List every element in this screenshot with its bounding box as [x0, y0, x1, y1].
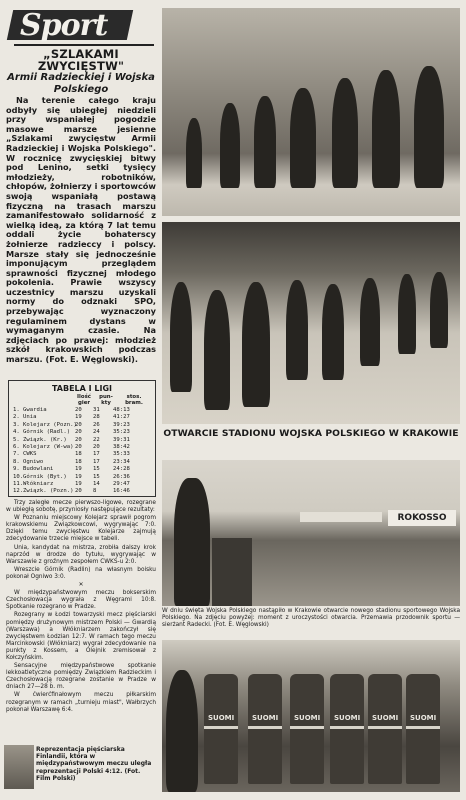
- table-team: Kolejarz (Pozn.): [23, 421, 77, 428]
- marcher-figure: [204, 290, 230, 410]
- stadium-sign: ROKOSSO: [388, 510, 456, 526]
- table-team: Górnik (Radl.): [23, 429, 71, 436]
- stadium-photo: [162, 460, 460, 606]
- march-photo-top: [162, 8, 460, 216]
- marcher-figure: [332, 78, 358, 188]
- podium: [212, 538, 252, 606]
- table-rank: 11.: [13, 480, 24, 487]
- table-points: 22: [93, 436, 100, 443]
- team-member-figure: [204, 674, 238, 784]
- stadium-banner: [300, 512, 382, 522]
- finland-caption: [36, 746, 156, 782]
- match-report: [6, 500, 156, 715]
- boxing-team-photo: [162, 640, 460, 792]
- table-rank: 4.: [13, 429, 20, 436]
- table-games: 20: [75, 443, 82, 450]
- league-table-rows: [13, 407, 153, 496]
- table-games: 20: [75, 421, 82, 428]
- table-points: 28: [93, 414, 100, 421]
- jersey-stripe: [248, 726, 282, 729]
- jersey-stripe: [406, 726, 440, 729]
- table-goals: 41:27: [113, 414, 130, 421]
- stadium-caption-text: W dniu święta Wojska Polskiego nastąpiło w Krakowie otwarcie nowego stadionu sportowego Wojska Polskiego. Na zdjęciu powyżej: moment z uroczystości otwarcia. Przemawia przodownik sportu — sierżant Radecki.: [162, 608, 460, 629]
- table-points: 24: [93, 429, 100, 436]
- headline-main: „SZLAKAMI ZWYCIĘSTW": [37, 47, 125, 73]
- table-points: 31: [93, 407, 100, 413]
- finland-caption-box: [4, 745, 156, 789]
- table-team: Unia: [23, 414, 37, 421]
- table-team: Związk. (Kr.): [23, 436, 67, 443]
- table-team: Gwardia: [23, 407, 47, 413]
- table-games: 19: [75, 414, 82, 421]
- report-paragraph: W międzypaństwowym meczu bokserskim Czechosłowacja wygrała z Węgrami 10:8. Spotkanie rozegrano w Pradze.: [6, 590, 156, 611]
- report-paragraph: Rozegrany w Łodzi towarzyski mecz pięściarski pomiędzy drużynowym mistrzem Polski — Gwardią (Warszawa) a Włókniarzem zakończył się zwycięstwem Łodzian 12:7. W ramach tego meczu Marcinkowski (Włókniarz) wygrał zdecydowanie na punkty z Kossem, a Olejnik zremisował z Kołczyńskim.: [6, 612, 156, 661]
- table-row: [13, 414, 153, 421]
- table-row: [13, 407, 153, 414]
- jersey-stripe: [290, 726, 324, 729]
- table-row: [13, 459, 153, 466]
- table-team: Związk. (Pozn.): [23, 488, 74, 495]
- team-member-figure: [290, 674, 324, 784]
- report-paragraph: Sensacyjne międzypaństwowe spotkanie lekkoatletyczne pomiędzy Związkiem Radzieckim i Czechosłowacją rozegrane zostanie w Pradze w dniach 27—28 b. m.: [6, 663, 156, 691]
- table-row: [13, 481, 153, 488]
- table-row: [13, 466, 153, 473]
- table-team: Włókniarz: [23, 480, 54, 487]
- marcher-figure: [170, 282, 192, 392]
- marcher-figure: [242, 282, 270, 407]
- table-games: 20: [75, 488, 82, 495]
- table-team: CWKS: [23, 451, 37, 458]
- marcher-figure: [220, 103, 240, 188]
- stadium-headline: OTWARCIE STADIONU WOJSKA POLSKIEGO W KRAKOWIE: [163, 428, 459, 439]
- report-paragraph: W Poznaniu miejscowy Kolejarz sprawił pogrom krakowskiemu Związkowcowi, wygrywając 7:0. Dzięki temu zwycięstwu Kolejarze zajmują zdecydowanie trzecie miejsce w tabeli.: [6, 515, 156, 543]
- table-rank: 5.: [13, 436, 20, 443]
- table-rank: 2.: [13, 414, 20, 421]
- table-points: 8: [93, 488, 97, 495]
- masthead-title: Sport: [20, 8, 108, 43]
- header-points: pun-kty: [99, 394, 113, 406]
- march-photo-middle: [162, 222, 460, 424]
- league-table-title: TABELA I LIGI: [51, 384, 113, 393]
- marcher-figure: [186, 118, 202, 188]
- marcher-figure: [430, 272, 448, 348]
- table-points: 15: [93, 473, 100, 480]
- table-games: 20: [75, 436, 82, 443]
- table-rank: 12.: [13, 488, 24, 495]
- jersey-stripe: [204, 726, 238, 729]
- stadium-caption: [162, 608, 460, 630]
- masthead-rule: [14, 44, 154, 46]
- report-paragraph: Unia, kandydat na mistrza, zrobiła dalszy krok naprzód w drodze do tytułu, wygrywając w Warszawie z groźnym zespołem CWKS-u 2:0.: [6, 544, 156, 565]
- table-rank: 3.: [13, 421, 20, 428]
- finland-photo-credit: (Fot. Film Polski): [36, 767, 141, 782]
- jersey-lettering: SUOMI: [252, 714, 279, 722]
- team-member-figure: [330, 674, 364, 784]
- table-goals: 39:23: [113, 421, 130, 428]
- table-row: [13, 444, 153, 451]
- table-row: [13, 429, 153, 436]
- table-team: Budowlani: [23, 466, 54, 473]
- marcher-figure: [254, 96, 276, 188]
- jersey-lettering: SUOMI: [372, 714, 399, 722]
- report-separator: ✕: [78, 582, 84, 589]
- article-headline: [6, 48, 156, 96]
- table-rank: 7.: [13, 451, 20, 458]
- table-points: 17: [93, 458, 100, 465]
- report-paragraph: Wreszcie Górnik (Radlin) na własnym boisku pokonał Ogniwo 3:0.: [6, 566, 156, 580]
- table-goals: 39:31: [113, 436, 130, 443]
- table-points: 17: [93, 451, 100, 458]
- marcher-figure: [290, 88, 316, 188]
- table-goals: 38:42: [113, 443, 130, 450]
- jersey-stripe: [330, 726, 364, 729]
- report-paragraph: W ćwierćfinałowym meczu piłkarskim rozegranym w ramach „turnieju miast", Wałbrzych pokonał Warszawę 6:4.: [6, 692, 156, 713]
- masthead: [10, 6, 150, 44]
- jersey-stripe: [368, 726, 402, 729]
- team-member-figure: [406, 674, 440, 784]
- marcher-figure: [286, 280, 308, 380]
- table-team: Górnik (Byt.): [23, 473, 67, 480]
- table-goals: 23:34: [113, 458, 130, 465]
- table-games: 19: [75, 466, 82, 473]
- table-games: 19: [75, 473, 82, 480]
- table-rank: 10.: [13, 473, 24, 480]
- table-goals: 26:36: [113, 473, 130, 480]
- team-member-figure: [368, 674, 402, 784]
- table-row: [13, 488, 153, 495]
- jersey-lettering: SUOMI: [410, 714, 437, 722]
- table-games: 18: [75, 458, 82, 465]
- jersey-lettering: SUOMI: [334, 714, 361, 722]
- speaker-figure: [174, 478, 210, 606]
- table-games: 19: [75, 480, 82, 487]
- header-games: Ilość gier: [77, 394, 91, 406]
- marcher-figure: [414, 66, 444, 188]
- table-rank: 9.: [13, 466, 20, 473]
- report-block-2: [6, 590, 156, 714]
- jersey-lettering: SUOMI: [208, 714, 235, 722]
- coach-figure: [166, 670, 198, 792]
- marcher-figure: [322, 284, 344, 380]
- table-points: 20: [93, 443, 100, 450]
- table-row: [13, 474, 153, 481]
- marcher-figure: [398, 274, 416, 354]
- table-points: 26: [93, 421, 100, 428]
- stadium-caption-credit: (Fot. E. Węglowski): [213, 622, 269, 629]
- table-goals: 29:47: [113, 480, 130, 487]
- table-goals: 35:23: [113, 429, 130, 436]
- table-points: 15: [93, 466, 100, 473]
- team-member-figure: [248, 674, 282, 784]
- report-paragraph: Trzy zaległe mecze pierwszo-ligowe, rozegrane w ubiegłą sobotę, przyniosły następujące rezultaty:: [6, 500, 156, 514]
- table-row: [13, 437, 153, 444]
- table-team: Ogniwo: [23, 458, 44, 465]
- table-rank: 8.: [13, 458, 20, 465]
- table-rank: 1.: [13, 407, 20, 413]
- report-block-1: [6, 500, 156, 581]
- headline-sub: Armii Radzieckiej i Wojska Polskiego: [7, 72, 155, 95]
- table-rank: 6.: [13, 443, 20, 450]
- marcher-figure: [360, 278, 380, 366]
- league-table: [8, 380, 156, 497]
- table-goals: 35:33: [113, 451, 130, 458]
- table-points: 14: [93, 480, 100, 487]
- finland-photo: [4, 745, 34, 789]
- table-games: 20: [75, 429, 82, 436]
- table-goals: 16:46: [113, 488, 130, 495]
- finland-caption-text: Reprezentacja pięściarska Finlandii, która w międzypaństwowym meczu uległa reprezentacji Polski 4:12.: [36, 746, 152, 775]
- marcher-figure: [372, 70, 400, 188]
- article-paragraph: Na terenie całego kraju odbyły się ubiegłej niedzieli przy wspaniałej pogodzie masowe marsze jesienne „Szlakami zwycięstw Armii Radzieckiej i Wojska Polskiego". W rocznicę zwycięskiej bitwy pod Lenino, setki tysięcy młodzieży, robotników, chłopów, żołnierzy i sportowców swoją wspaniałą postawą fizyczną na trasach marszu zamanifestowało solidarność z wielką ideą, za którą 7 lat temu oddali życie bohaterscy żołnierze radzieccy i polscy. Marsze stały się jednocześnie imponującym przeglądem sprawności fizycznej młodego pokolenia. Prawie wszyscy uczestnicy marszu uzyskali normy do odznaki SPO, przebywając wyznaczony regulaminem dystans w wymaganym czasie. Na zdjęciach po prawej: młodzież szkół krakowskich podczas marszu. (Fot. E. Węglowski).: [6, 95, 156, 365]
- jersey-lettering: SUOMI: [294, 714, 321, 722]
- table-games: 18: [75, 451, 82, 458]
- table-team: Kolejarz (W-wa): [23, 443, 74, 450]
- table-goals: 24:28: [113, 466, 130, 473]
- march-article: [6, 96, 156, 365]
- table-games: 20: [75, 407, 82, 413]
- table-goals: 48:13: [113, 407, 130, 413]
- header-goals: stos. bram.: [125, 394, 143, 406]
- table-row: [13, 451, 153, 458]
